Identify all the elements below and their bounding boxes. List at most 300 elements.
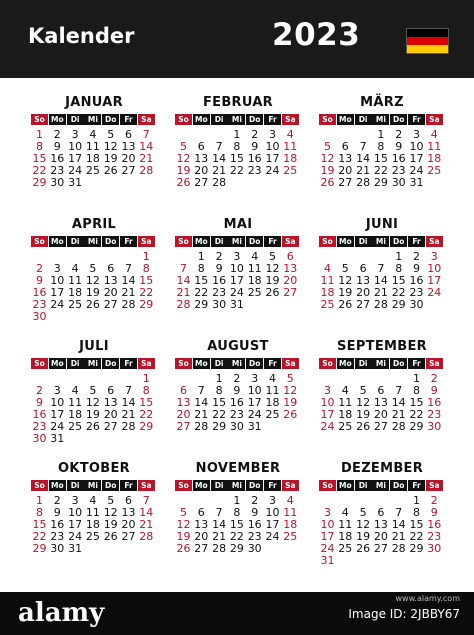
day-cell: 13	[373, 517, 388, 531]
weekday-header	[175, 114, 301, 125]
day-cell: 12	[103, 139, 118, 153]
day-cell: 14	[212, 517, 227, 531]
day-cell: 11	[320, 273, 335, 287]
weekday-label: Di	[67, 236, 84, 247]
day-cell: 7	[125, 383, 132, 397]
day-cell: 17	[320, 407, 335, 421]
day-cell: 26	[176, 175, 191, 189]
day-cell: 17	[68, 517, 83, 531]
day-cell: 12	[176, 517, 191, 531]
day-cell: 2	[215, 250, 223, 263]
day-cell: 18	[265, 395, 280, 409]
day-cell: 19	[356, 407, 371, 421]
day-cell: 18	[85, 517, 100, 531]
day-cell: 8	[197, 261, 205, 275]
day-cell: 23	[427, 407, 442, 421]
day-cell: 3	[413, 128, 420, 141]
weekday-label: So	[175, 358, 192, 369]
day-cell: 13	[176, 395, 191, 409]
month-name: OKTOBER	[58, 461, 130, 476]
day-cell: 6	[359, 261, 367, 275]
day-cell: 3	[430, 250, 438, 263]
weekday-label: Fr	[120, 480, 137, 491]
day-cell: 7	[125, 261, 132, 275]
day-cell: 14	[212, 151, 227, 165]
weekday-label: Fr	[408, 358, 425, 369]
day-cell: 2	[251, 128, 259, 141]
day-cell: 22	[194, 285, 209, 299]
day-cell: 28	[121, 419, 136, 433]
day-cell: 21	[139, 517, 154, 531]
day-cell: 20	[356, 285, 371, 299]
day-cell: 18	[338, 529, 353, 543]
day-cell: 26	[176, 541, 191, 555]
weekday-header	[319, 480, 445, 491]
day-cell: 20	[373, 407, 388, 421]
day-cell: 28	[373, 297, 388, 311]
day-cell: 28	[194, 419, 209, 433]
day-cell: 23	[229, 407, 244, 421]
weekday-label: Fr	[264, 236, 281, 247]
day-cell: 25	[320, 297, 335, 311]
day-cell: 30	[391, 175, 406, 189]
day-cell: 5	[359, 383, 367, 397]
day-cell: 14	[373, 273, 388, 287]
weekday-label: Sa	[282, 480, 299, 491]
month-name: JUNI	[365, 217, 399, 232]
flag-stripe-red	[407, 37, 448, 45]
day-cell: 21	[194, 407, 209, 421]
day-cell: 12	[265, 261, 280, 275]
day-cell: 4	[71, 383, 79, 397]
day-cell: 9	[413, 261, 420, 275]
month-juli	[31, 339, 157, 449]
day-cell: 6	[197, 505, 205, 519]
weekday-label: So	[31, 358, 48, 369]
day-cell: 21	[121, 285, 136, 299]
day-cell: 24	[409, 163, 424, 177]
weekday-label: So	[31, 114, 48, 125]
day-cell: 21	[212, 529, 227, 543]
weekday-label: Sa	[282, 236, 299, 247]
day-cell: 5	[359, 505, 367, 519]
weekday-header	[319, 236, 445, 247]
day-cell: 24	[229, 285, 244, 299]
day-cell: 29	[409, 541, 424, 555]
day-cell: 7	[197, 383, 205, 397]
day-cell: 17	[68, 151, 83, 165]
weekday-label: Do	[102, 114, 119, 125]
day-cell: 6	[341, 139, 349, 153]
month-name: APRIL	[71, 217, 117, 232]
day-cell: 27	[103, 419, 118, 433]
day-cell: 1	[142, 372, 150, 385]
day-cell: 18	[247, 273, 262, 287]
day-cell: 9	[53, 505, 61, 519]
day-cell: 22	[32, 529, 47, 543]
day-cell: 26	[265, 285, 280, 299]
day-cell: 27	[194, 175, 209, 189]
day-cell: 19	[85, 285, 100, 299]
weekday-label: Fr	[408, 114, 425, 125]
day-cell: 17	[265, 151, 280, 165]
day-cell: 17	[50, 285, 65, 299]
day-cell: 25	[85, 163, 100, 177]
day-cell: 2	[251, 494, 259, 507]
day-cell: 11	[427, 139, 442, 153]
day-cell: 23	[50, 529, 65, 543]
day-cell: 16	[32, 285, 47, 299]
weekday-label: Mo	[337, 358, 354, 369]
day-cell: 8	[377, 139, 385, 153]
day-cell: 22	[373, 163, 388, 177]
day-cell: 9	[36, 273, 43, 287]
month-name: MÄRZ	[360, 95, 404, 110]
day-cell: 13	[194, 151, 209, 165]
day-cell: 5	[269, 250, 276, 263]
day-cell: 30	[427, 419, 442, 433]
day-cell: 3	[251, 372, 259, 385]
day-cell: 12	[176, 151, 191, 165]
weekday-label: Mo	[193, 236, 210, 247]
day-cell: 24	[265, 529, 280, 543]
day-cell: 8	[36, 505, 43, 519]
day-cell: 4	[286, 128, 294, 141]
weekday-header	[319, 358, 445, 369]
day-cell: 23	[32, 297, 47, 311]
day-cell: 22	[391, 285, 406, 299]
day-cell: 7	[142, 494, 150, 507]
day-cell: 10	[320, 517, 335, 531]
day-cell: 17	[50, 407, 65, 421]
day-cell: 3	[71, 494, 79, 507]
weekday-label: Di	[211, 358, 228, 369]
flag-stripe-gold	[407, 45, 448, 53]
day-cell: 12	[320, 151, 335, 165]
day-cell: 29	[32, 175, 47, 189]
day-cell: 8	[413, 383, 420, 397]
day-cell: 5	[107, 494, 115, 507]
month-märz	[319, 95, 445, 205]
calendar-title: Kalender	[28, 24, 135, 48]
day-cell: 3	[269, 494, 276, 507]
weekday-label: Do	[246, 480, 263, 491]
day-cell: 2	[53, 128, 61, 141]
weekday-label: Mi	[84, 114, 101, 125]
day-cell: 31	[409, 175, 424, 189]
day-cell: 30	[50, 541, 65, 555]
day-cell: 23	[212, 285, 227, 299]
weekday-label: Mo	[337, 114, 354, 125]
day-cell: 7	[359, 139, 367, 153]
weekday-label: Fr	[120, 114, 137, 125]
day-cell: 18	[283, 151, 298, 165]
day-cell: 27	[356, 297, 371, 311]
day-cell: 10	[265, 139, 280, 153]
day-cell: 9	[251, 505, 259, 519]
day-cell: 26	[283, 407, 298, 421]
day-cell: 4	[430, 128, 438, 141]
day-cell: 26	[103, 163, 118, 177]
day-cell: 3	[324, 505, 331, 519]
day-cell: 12	[338, 273, 353, 287]
day-cell: 30	[229, 419, 244, 433]
day-cell: 26	[338, 297, 353, 311]
weekday-label: Do	[102, 480, 119, 491]
day-cell: 19	[103, 517, 118, 531]
weekday-label: Fr	[264, 480, 281, 491]
day-cell: 27	[283, 285, 298, 299]
day-cell: 31	[68, 541, 83, 555]
day-cell: 11	[247, 261, 262, 275]
day-cell: 25	[427, 163, 442, 177]
day-cell: 30	[50, 175, 65, 189]
weekday-label: Fr	[120, 236, 137, 247]
weekday-label: Di	[67, 358, 84, 369]
day-cell: 1	[413, 372, 420, 385]
month-februar	[175, 95, 301, 205]
weekday-header	[175, 358, 301, 369]
day-cell: 31	[229, 297, 244, 311]
month-november	[175, 461, 301, 571]
day-cell: 20	[103, 407, 118, 421]
day-cell: 24	[265, 163, 280, 177]
day-cell: 20	[121, 517, 136, 531]
day-cell: 22	[139, 407, 154, 421]
weekday-label: Fr	[408, 480, 425, 491]
day-cell: 1	[395, 250, 403, 263]
day-cell: 20	[373, 529, 388, 543]
day-cell: 12	[85, 395, 100, 409]
day-cell: 27	[194, 541, 209, 555]
month-name: JULI	[79, 339, 109, 354]
day-cell: 2	[413, 250, 420, 263]
weekday-label: Do	[102, 236, 119, 247]
day-cell: 21	[391, 529, 406, 543]
day-cell: 28	[139, 163, 154, 177]
day-cell: 31	[320, 553, 335, 567]
month-juni	[319, 217, 445, 327]
day-cell: 9	[251, 139, 259, 153]
day-cell: 17	[265, 517, 280, 531]
day-cell: 1	[233, 494, 241, 507]
day-cell: 25	[68, 419, 83, 433]
day-cell: 4	[71, 261, 79, 275]
day-cell: 27	[338, 175, 353, 189]
weekday-label: Mi	[228, 236, 245, 247]
weekday-label: So	[175, 236, 192, 247]
weekday-label: Do	[390, 114, 407, 125]
day-cell: 17	[409, 151, 424, 165]
weekday-label: So	[175, 114, 192, 125]
day-cell: 28	[139, 529, 154, 543]
day-cell: 11	[283, 139, 298, 153]
day-cell: 17	[320, 529, 335, 543]
day-cell: 19	[103, 151, 118, 165]
day-cell: 2	[36, 383, 43, 397]
day-cell: 18	[68, 285, 83, 299]
day-cell: 15	[409, 395, 424, 409]
day-cell: 29	[139, 419, 154, 433]
day-cell: 24	[320, 541, 335, 555]
day-cell: 30	[409, 297, 424, 311]
day-cell: 11	[283, 505, 298, 519]
day-cell: 16	[229, 395, 244, 409]
day-cell: 11	[338, 395, 353, 409]
day-cell: 19	[265, 273, 280, 287]
day-cell: 27	[121, 529, 136, 543]
day-cell: 4	[89, 494, 97, 507]
day-cell: 4	[269, 372, 276, 385]
month-name: JANUAR	[65, 95, 123, 110]
weekday-label: Sa	[282, 358, 299, 369]
weekday-label: So	[319, 114, 336, 125]
day-cell: 19	[283, 395, 298, 409]
weekday-label: Di	[211, 480, 228, 491]
day-cell: 29	[229, 541, 244, 555]
weekday-label: Sa	[138, 358, 155, 369]
day-cell: 23	[409, 285, 424, 299]
day-cell: 7	[142, 128, 150, 141]
weekday-label: So	[31, 236, 48, 247]
day-cell: 20	[283, 273, 298, 287]
day-cell: 15	[32, 151, 47, 165]
day-cell: 6	[125, 128, 132, 141]
day-cell: 10	[68, 139, 83, 153]
weekday-label: Di	[355, 358, 372, 369]
day-cell: 5	[180, 139, 187, 153]
weekday-label: Mi	[372, 480, 389, 491]
day-cell: 10	[265, 505, 280, 519]
day-cell: 2	[430, 494, 438, 507]
weekday-label: Sa	[426, 236, 443, 247]
day-cell: 8	[233, 139, 241, 153]
day-cell: 26	[356, 419, 371, 433]
day-cell: 21	[356, 163, 371, 177]
day-cell: 9	[430, 383, 438, 397]
day-cell: 12	[283, 383, 298, 397]
day-cell: 14	[391, 395, 406, 409]
day-cell: 16	[427, 517, 442, 531]
weekday-label: Do	[102, 358, 119, 369]
weekday-label: Di	[67, 480, 84, 491]
day-cell: 24	[320, 419, 335, 433]
weekday-header	[31, 358, 157, 369]
day-cell: 14	[139, 505, 154, 519]
day-cell: 4	[251, 250, 259, 263]
day-cell: 5	[286, 372, 294, 385]
day-cell: 11	[85, 139, 100, 153]
day-cell: 15	[139, 273, 154, 287]
month-name: DEZEMBER	[340, 461, 424, 476]
weekday-label: Do	[390, 358, 407, 369]
day-cell: 14	[194, 395, 209, 409]
day-cell: 28	[391, 419, 406, 433]
day-cell: 13	[356, 273, 371, 287]
day-cell: 20	[103, 285, 118, 299]
day-cell: 5	[324, 139, 331, 153]
day-cell: 19	[356, 529, 371, 543]
month-dezember	[319, 461, 445, 571]
day-cell: 29	[32, 541, 47, 555]
day-cell: 7	[377, 261, 385, 275]
day-cell: 16	[32, 407, 47, 421]
weekday-label: Fr	[264, 358, 281, 369]
weekday-label: Mo	[49, 480, 66, 491]
weekday-label: Fr	[408, 236, 425, 247]
day-cell: 17	[229, 273, 244, 287]
weekday-label: Di	[211, 114, 228, 125]
weekday-header	[31, 480, 157, 491]
day-cell: 21	[121, 407, 136, 421]
weekday-label: Sa	[426, 114, 443, 125]
day-cell: 10	[320, 395, 335, 409]
day-cell: 29	[139, 297, 154, 311]
day-cell: 11	[85, 505, 100, 519]
day-cell: 7	[215, 505, 223, 519]
day-cell: 27	[373, 541, 388, 555]
day-cell: 12	[356, 517, 371, 531]
weekday-label: Mi	[228, 480, 245, 491]
day-cell: 9	[430, 505, 438, 519]
day-cell: 19	[176, 163, 191, 177]
day-cell: 10	[229, 261, 244, 275]
day-cell: 18	[68, 407, 83, 421]
day-cell: 27	[373, 419, 388, 433]
weekday-label: Mo	[49, 358, 66, 369]
day-cell: 4	[341, 383, 349, 397]
day-cell: 23	[427, 529, 442, 543]
day-cell: 30	[32, 431, 47, 445]
weekday-label: Di	[355, 236, 372, 247]
month-name: SEPTEMBER	[337, 339, 427, 354]
day-cell: 1	[36, 128, 43, 141]
day-cell: 21	[176, 285, 191, 299]
day-cell: 29	[194, 297, 209, 311]
footer-image-id: Image ID: 2JBBY67	[348, 607, 460, 621]
day-cell: 28	[212, 541, 227, 555]
day-cell: 16	[409, 273, 424, 287]
day-cell: 7	[180, 261, 187, 275]
weekday-label: Mi	[228, 114, 245, 125]
day-cell: 1	[36, 494, 43, 507]
day-cell: 6	[180, 383, 187, 397]
day-cell: 11	[68, 395, 83, 409]
day-cell: 8	[215, 383, 223, 397]
day-cell: 4	[341, 505, 349, 519]
day-cell: 17	[247, 395, 262, 409]
day-cell: 13	[283, 261, 298, 275]
day-cell: 28	[121, 297, 136, 311]
day-cell: 20	[194, 529, 209, 543]
day-cell: 13	[373, 395, 388, 409]
day-cell: 30	[32, 309, 47, 323]
day-cell: 14	[391, 517, 406, 531]
weekday-label: Mo	[337, 480, 354, 491]
weekday-label: Do	[246, 114, 263, 125]
day-cell: 15	[229, 151, 244, 165]
day-cell: 22	[409, 407, 424, 421]
day-cell: 20	[194, 163, 209, 177]
month-september	[319, 339, 445, 449]
day-cell: 7	[395, 383, 403, 397]
day-cell: 22	[409, 529, 424, 543]
day-cell: 30	[212, 297, 227, 311]
day-cell: 30	[427, 541, 442, 555]
day-cell: 6	[125, 494, 132, 507]
day-cell: 6	[286, 250, 294, 263]
weekday-label: Di	[67, 114, 84, 125]
